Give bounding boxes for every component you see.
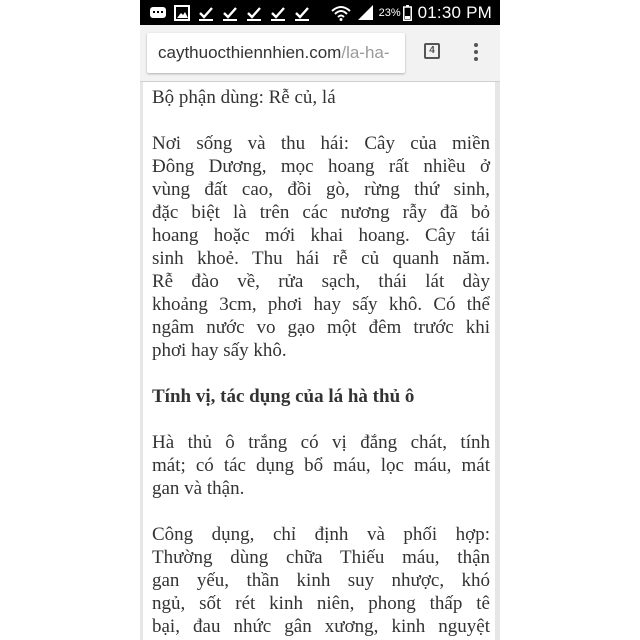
- phone-screen: [140, 0, 500, 640]
- article-body: [152, 86, 490, 638]
- check-icon: [197, 4, 215, 22]
- url-path: /la-ha-: [341, 43, 390, 62]
- signal-icon: [358, 5, 374, 20]
- check-icon: [269, 4, 287, 22]
- uses-line: ngủ, sốt rét kinh niên, phong thấp tê: [152, 593, 490, 614]
- check-icon: [293, 4, 311, 22]
- uses-line: Công dụng, chỉ định và phối hợp:: [152, 524, 490, 545]
- uses-line: Thường dùng chữa Thiếu máu, thận: [152, 547, 490, 568]
- battery-percent: 23%: [378, 6, 401, 19]
- url-host: caythuocthiennhien.com: [158, 43, 342, 62]
- uses-line: bại, đau nhức gân xương, kinh nguyệt: [152, 616, 490, 637]
- menu-icon[interactable]: [464, 41, 488, 65]
- message-icon: [149, 4, 167, 22]
- section-heading: Tính vị, tác dụng của lá hà thủ ô: [152, 386, 415, 407]
- uses-line: gan yếu, thần kinh suy nhược, khó: [152, 570, 490, 591]
- system-status: [331, 0, 492, 25]
- properties-line: gan và thận.: [152, 478, 245, 499]
- habitat-line: Đông Dương, mọc hoang rất nhiều ở: [152, 156, 490, 177]
- part-used-line: Bộ phận dùng: Rễ củ, lá: [152, 87, 336, 108]
- wifi-icon: [331, 5, 351, 21]
- url-text: [158, 43, 390, 63]
- browser-toolbar: [140, 25, 500, 82]
- clock: 01:30 PM: [417, 2, 492, 22]
- habitat-line: phơi hay sấy khô.: [152, 340, 287, 361]
- habitat-line: khoảng 3cm, phơi hay sấy khô. Có thể: [152, 294, 490, 315]
- gallery-icon: [173, 4, 191, 22]
- properties-line: Hà thủ ô trắng có vị đắng chát, tính: [152, 432, 490, 453]
- habitat-line: sinh khoẻ. Thu hái rễ củ quanh năm.: [152, 248, 490, 269]
- habitat-line: ngâm nước vo gạo một đêm trước khi: [152, 317, 490, 338]
- habitat-line: hoang hoặc mới khai hoang. Cây tái: [152, 225, 490, 246]
- status-bar: [140, 0, 500, 25]
- url-bar[interactable]: [147, 33, 405, 73]
- notification-icons: [149, 0, 311, 25]
- battery-icon: [403, 5, 412, 21]
- check-icon: [221, 4, 239, 22]
- habitat-line: Rễ đào về, rửa sạch, thái lát dày: [152, 271, 490, 292]
- habitat-line: vùng đất cao, đồi gò, rừng thứ sinh,: [152, 179, 490, 200]
- properties-line: mát; có tác dụng bổ máu, lọc máu, mát: [152, 455, 490, 476]
- habitat-line: đặc biệt là trên các nương rẫy đã bỏ: [152, 202, 490, 223]
- page-content: [143, 82, 495, 640]
- habitat-line: Nơi sống và thu hái: Cây của miền: [152, 133, 490, 154]
- tab-switcher-button[interactable]: 4: [424, 43, 440, 59]
- check-icon: [245, 4, 263, 22]
- page-viewport: [140, 82, 500, 640]
